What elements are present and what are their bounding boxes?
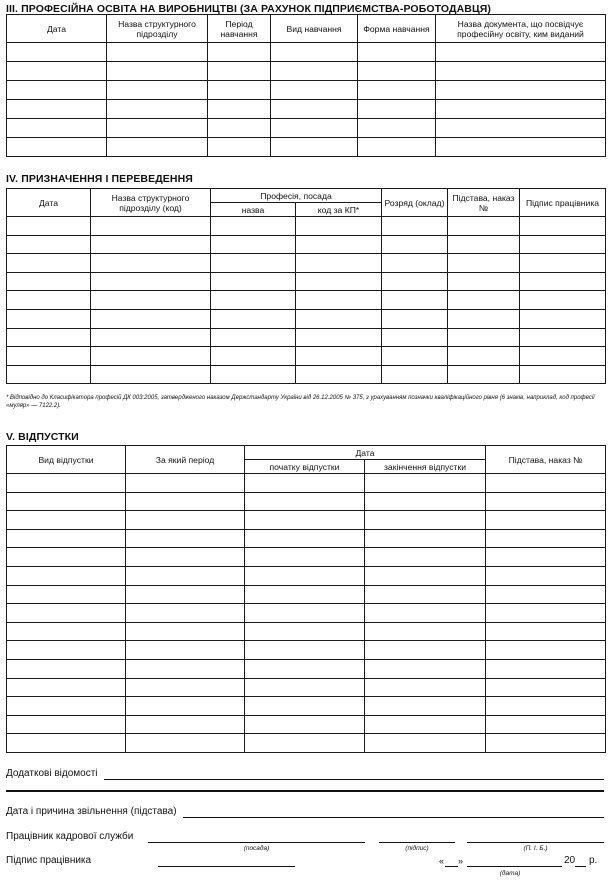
table-cell[interactable]	[7, 291, 91, 310]
table-cell[interactable]	[7, 62, 107, 81]
date-quote-open: «	[439, 856, 445, 866]
table-row	[7, 272, 606, 291]
table-cell[interactable]	[7, 347, 91, 366]
table-cell[interactable]	[7, 548, 126, 567]
table-row	[7, 529, 606, 548]
table-cell[interactable]	[365, 697, 486, 716]
table-cell[interactable]	[486, 678, 606, 697]
table-cell[interactable]	[91, 347, 211, 366]
date-day-line[interactable]	[445, 866, 458, 867]
table-cell[interactable]	[245, 474, 365, 493]
table-row	[7, 715, 606, 734]
table-cell[interactable]	[448, 347, 520, 366]
table-cell[interactable]	[486, 697, 606, 716]
table-cell[interactable]	[486, 659, 606, 678]
table-cell[interactable]	[211, 272, 296, 291]
table-row	[7, 291, 606, 310]
table-cell[interactable]	[245, 548, 365, 567]
table-row	[7, 474, 606, 493]
table-row	[7, 604, 606, 623]
table-cell[interactable]	[245, 585, 365, 604]
table-cell[interactable]	[436, 138, 606, 157]
table-cell[interactable]	[245, 622, 365, 641]
table-cell[interactable]	[520, 272, 606, 291]
table-cell[interactable]	[365, 734, 486, 753]
table-cell[interactable]	[296, 347, 382, 366]
table-cell[interactable]	[520, 235, 606, 254]
table-cell[interactable]	[358, 81, 436, 100]
table-cell[interactable]	[448, 254, 520, 273]
table-cell[interactable]	[382, 217, 448, 236]
table-cell[interactable]	[7, 272, 91, 291]
table-cell[interactable]	[448, 217, 520, 236]
table-row	[7, 641, 606, 660]
table-cell[interactable]	[7, 119, 107, 138]
table-cell[interactable]	[365, 548, 486, 567]
table-cell[interactable]	[7, 474, 126, 493]
col-training-form: Форма навчання	[358, 15, 436, 43]
table-cell[interactable]	[520, 309, 606, 328]
footnote: * Відповідно до Класифікатора професій ДК 003:2005, затвердженого наказом Держстандарту України від 26.12.2005 № 375, з урахуванням позначки кваліфікаційного рівня (6 знаків, наприклад, код професії «муляр» — 7122.2).	[6, 395, 595, 409]
table-cell[interactable]	[211, 365, 296, 384]
table-row	[7, 43, 606, 62]
col-period: Період навчання	[208, 15, 271, 43]
col-basis: Підстава, наказ №	[448, 189, 520, 217]
table-row	[7, 254, 606, 273]
table-cell[interactable]	[358, 138, 436, 157]
table-cell[interactable]	[520, 328, 606, 347]
table-cell[interactable]	[245, 492, 365, 511]
table-row	[7, 365, 606, 384]
table-row	[7, 235, 606, 254]
hr-worker-label: Працівник кадрової служби	[6, 831, 134, 842]
table-cell[interactable]	[208, 138, 271, 157]
col-document: Назва документа, що посвідчує професійну освіту, ким виданий	[436, 15, 606, 43]
table-cell[interactable]	[486, 548, 606, 567]
table-cell[interactable]	[7, 641, 126, 660]
table-cell[interactable]	[126, 511, 245, 530]
table-cell[interactable]	[91, 217, 211, 236]
table-cell[interactable]	[208, 62, 271, 81]
table-cell[interactable]	[271, 100, 358, 119]
table-cell[interactable]	[7, 566, 126, 585]
table-cell[interactable]	[486, 492, 606, 511]
table-cell[interactable]	[91, 309, 211, 328]
table-cell[interactable]	[382, 272, 448, 291]
table-cell[interactable]	[7, 309, 91, 328]
additional-info-line[interactable]	[104, 779, 604, 780]
table-cell[interactable]	[296, 272, 382, 291]
table-cell[interactable]	[486, 604, 606, 623]
col-vacation-period: За який період	[126, 446, 245, 474]
signature-caption: (підпис)	[405, 845, 429, 852]
table-cell[interactable]	[91, 272, 211, 291]
table-cell[interactable]	[486, 566, 606, 585]
table-cell[interactable]	[296, 365, 382, 384]
table-cell[interactable]	[211, 217, 296, 236]
table-cell[interactable]	[486, 641, 606, 660]
table-cell[interactable]	[365, 622, 486, 641]
col-training-type: Вид навчання	[271, 15, 358, 43]
dismissal-label: Дата і причина звільнення (підстава)	[6, 806, 177, 817]
table-cell[interactable]	[126, 715, 245, 734]
table-cell[interactable]	[448, 365, 520, 384]
table-row	[7, 659, 606, 678]
table-row	[7, 309, 606, 328]
col-profession-code: код за КП*	[296, 203, 382, 217]
table-cell[interactable]	[245, 566, 365, 585]
table-cell[interactable]	[382, 309, 448, 328]
date-month-line[interactable]	[467, 866, 562, 867]
table-cell[interactable]	[520, 347, 606, 366]
table-cell[interactable]	[107, 81, 208, 100]
table-cell[interactable]	[520, 365, 606, 384]
table-cell[interactable]	[296, 328, 382, 347]
table-row	[7, 81, 606, 100]
table-cell[interactable]	[126, 697, 245, 716]
table-row	[7, 585, 606, 604]
year-prefix: 20	[564, 855, 576, 866]
table-cell[interactable]	[271, 62, 358, 81]
employee-signature-line[interactable]	[158, 866, 295, 867]
table-cell[interactable]	[296, 254, 382, 273]
table-cell[interactable]	[7, 697, 126, 716]
hr-signature-line[interactable]	[379, 842, 455, 843]
table-cell[interactable]	[436, 62, 606, 81]
table-cell[interactable]	[107, 62, 208, 81]
table-cell[interactable]	[7, 81, 107, 100]
table-row	[7, 697, 606, 716]
table-cell[interactable]	[365, 585, 486, 604]
table-cell[interactable]	[245, 641, 365, 660]
table-cell[interactable]	[208, 100, 271, 119]
table-row	[7, 622, 606, 641]
table-cell[interactable]	[7, 529, 126, 548]
table-row	[7, 119, 606, 138]
table-cell[interactable]	[211, 291, 296, 310]
table-cell[interactable]	[7, 254, 91, 273]
table-cell[interactable]	[382, 347, 448, 366]
table-cell[interactable]	[271, 81, 358, 100]
table-cell[interactable]	[7, 622, 126, 641]
table-cell[interactable]	[126, 566, 245, 585]
table-row	[7, 100, 606, 119]
table-row	[7, 217, 606, 236]
table-cell[interactable]	[126, 734, 245, 753]
table-cell[interactable]	[91, 291, 211, 310]
table-cell[interactable]	[7, 678, 126, 697]
section-3-title: III. ПРОФЕСІЙНА ОСВІТА НА ВИРОБНИЦТВІ (ЗА РАХУНОК ПІДПРИЄМСТВА-РОБОТОДАВЦЯ)	[6, 3, 491, 15]
separator-line	[6, 790, 604, 792]
hr-name-line[interactable]	[467, 842, 604, 843]
table-cell[interactable]	[365, 474, 486, 493]
section-4-title: IV. ПРИЗНАЧЕННЯ І ПЕРЕВЕДЕННЯ	[6, 173, 193, 185]
table-cell[interactable]	[107, 100, 208, 119]
table-row	[7, 492, 606, 511]
table-cell[interactable]	[436, 119, 606, 138]
table-cell[interactable]	[486, 622, 606, 641]
table-cell[interactable]	[7, 138, 107, 157]
section-4-table	[6, 188, 606, 384]
table-cell[interactable]	[245, 734, 365, 753]
additional-info-label: Додаткові відомості	[6, 768, 98, 779]
employee-signature-label: Підпис працівника	[6, 855, 92, 866]
table-cell[interactable]	[486, 585, 606, 604]
table-cell[interactable]	[448, 328, 520, 347]
table-cell[interactable]	[271, 119, 358, 138]
col-vacation-date: Дата	[245, 446, 486, 460]
col-date: Дата	[7, 189, 91, 217]
table-cell[interactable]	[211, 235, 296, 254]
table-cell[interactable]	[520, 291, 606, 310]
table-cell[interactable]	[211, 309, 296, 328]
table-cell[interactable]	[365, 566, 486, 585]
table-cell[interactable]	[91, 365, 211, 384]
table-cell[interactable]	[365, 659, 486, 678]
table-cell[interactable]	[245, 715, 365, 734]
table-cell[interactable]	[365, 492, 486, 511]
table-cell[interactable]	[245, 659, 365, 678]
table-row	[7, 566, 606, 585]
table-cell[interactable]	[382, 235, 448, 254]
table-cell[interactable]	[91, 254, 211, 273]
col-date: Дата	[7, 15, 107, 43]
table-cell[interactable]	[7, 43, 107, 62]
table-cell[interactable]	[486, 715, 606, 734]
table-row	[7, 678, 606, 697]
table-cell[interactable]	[448, 235, 520, 254]
table-cell[interactable]	[436, 81, 606, 100]
table-cell[interactable]	[7, 365, 91, 384]
table-cell[interactable]	[7, 715, 126, 734]
table-cell[interactable]	[382, 291, 448, 310]
table-cell[interactable]	[7, 217, 91, 236]
table-cell[interactable]	[365, 604, 486, 623]
table-cell[interactable]	[358, 43, 436, 62]
table-cell[interactable]	[486, 734, 606, 753]
hr-position-line[interactable]	[148, 842, 365, 843]
col-rank: Розряд (оклад)	[382, 189, 448, 217]
table-cell[interactable]	[271, 138, 358, 157]
table-cell[interactable]	[365, 511, 486, 530]
col-signature: Підпис працівника	[520, 189, 606, 217]
table-cell[interactable]	[126, 474, 245, 493]
col-start-date: початку відпустки	[245, 460, 365, 474]
table-cell[interactable]	[126, 622, 245, 641]
name-caption: (П. І. Б.)	[523, 845, 548, 852]
year-suffix: р.	[589, 855, 598, 866]
col-profession-name: назва	[211, 203, 296, 217]
date-caption: (дата)	[499, 870, 521, 877]
table-cell[interactable]	[358, 100, 436, 119]
table-cell[interactable]	[382, 328, 448, 347]
table-cell[interactable]	[245, 604, 365, 623]
position-caption: (посада)	[243, 845, 270, 852]
table-cell[interactable]	[126, 604, 245, 623]
table-cell[interactable]	[7, 659, 126, 678]
col-end-date: закінчення відпустки	[365, 460, 486, 474]
table-row	[7, 511, 606, 530]
table-cell[interactable]	[208, 119, 271, 138]
col-unit: Назва структурного підрозділу (код)	[91, 189, 211, 217]
table-row	[7, 548, 606, 567]
table-cell[interactable]	[436, 100, 606, 119]
table-cell[interactable]	[245, 697, 365, 716]
table-cell[interactable]	[126, 529, 245, 548]
table-cell[interactable]	[7, 585, 126, 604]
table-cell[interactable]	[296, 217, 382, 236]
table-cell[interactable]	[296, 291, 382, 310]
table-cell[interactable]	[91, 328, 211, 347]
table-cell[interactable]	[382, 254, 448, 273]
table-cell[interactable]	[91, 235, 211, 254]
table-cell[interactable]	[211, 347, 296, 366]
table-cell[interactable]	[7, 492, 126, 511]
date-year-line[interactable]	[575, 866, 586, 867]
table-cell[interactable]	[520, 254, 606, 273]
table-cell[interactable]	[7, 734, 126, 753]
table-cell[interactable]	[126, 641, 245, 660]
table-cell[interactable]	[448, 309, 520, 328]
table-cell[interactable]	[365, 641, 486, 660]
table-cell[interactable]	[107, 119, 208, 138]
date-quote-close: »	[458, 856, 464, 866]
table-cell[interactable]	[7, 328, 91, 347]
table-cell[interactable]	[296, 235, 382, 254]
table-cell[interactable]	[448, 291, 520, 310]
table-cell[interactable]	[382, 365, 448, 384]
table-cell[interactable]	[126, 678, 245, 697]
table-row	[7, 734, 606, 753]
table-row	[7, 347, 606, 366]
table-cell[interactable]	[358, 62, 436, 81]
col-vacation-type: Вид відпустки	[7, 446, 126, 474]
table-cell[interactable]	[486, 511, 606, 530]
table-row	[7, 62, 606, 81]
table-cell[interactable]	[520, 217, 606, 236]
table-cell[interactable]	[358, 119, 436, 138]
table-cell[interactable]	[271, 43, 358, 62]
table-cell[interactable]	[126, 585, 245, 604]
col-unit: Назва структурного підрозділу	[107, 15, 208, 43]
table-cell[interactable]	[365, 715, 486, 734]
table-cell[interactable]	[126, 548, 245, 567]
table-row	[7, 328, 606, 347]
table-cell[interactable]	[208, 81, 271, 100]
table-cell[interactable]	[211, 254, 296, 273]
col-profession: Професія, посада	[211, 189, 382, 203]
table-cell[interactable]	[486, 474, 606, 493]
table-cell[interactable]	[245, 511, 365, 530]
table-cell[interactable]	[486, 529, 606, 548]
section-5-title: V. ВІДПУСТКИ	[6, 431, 79, 443]
table-cell[interactable]	[436, 43, 606, 62]
table-cell[interactable]	[107, 43, 208, 62]
dismissal-line[interactable]	[183, 817, 604, 818]
section-3-table	[6, 14, 606, 157]
table-cell[interactable]	[245, 529, 365, 548]
table-cell[interactable]	[245, 678, 365, 697]
section-5-table	[6, 445, 606, 753]
table-cell[interactable]	[365, 529, 486, 548]
table-cell[interactable]	[448, 272, 520, 291]
table-cell[interactable]	[7, 100, 107, 119]
table-cell[interactable]	[7, 235, 91, 254]
table-cell[interactable]	[107, 138, 208, 157]
table-cell[interactable]	[126, 659, 245, 678]
table-cell[interactable]	[7, 604, 126, 623]
table-cell[interactable]	[296, 309, 382, 328]
table-row	[7, 138, 606, 157]
col-basis: Підстава, наказ №	[486, 446, 606, 474]
table-cell[interactable]	[365, 678, 486, 697]
table-cell[interactable]	[211, 328, 296, 347]
table-cell[interactable]	[7, 511, 126, 530]
table-cell[interactable]	[126, 492, 245, 511]
table-cell[interactable]	[208, 43, 271, 62]
